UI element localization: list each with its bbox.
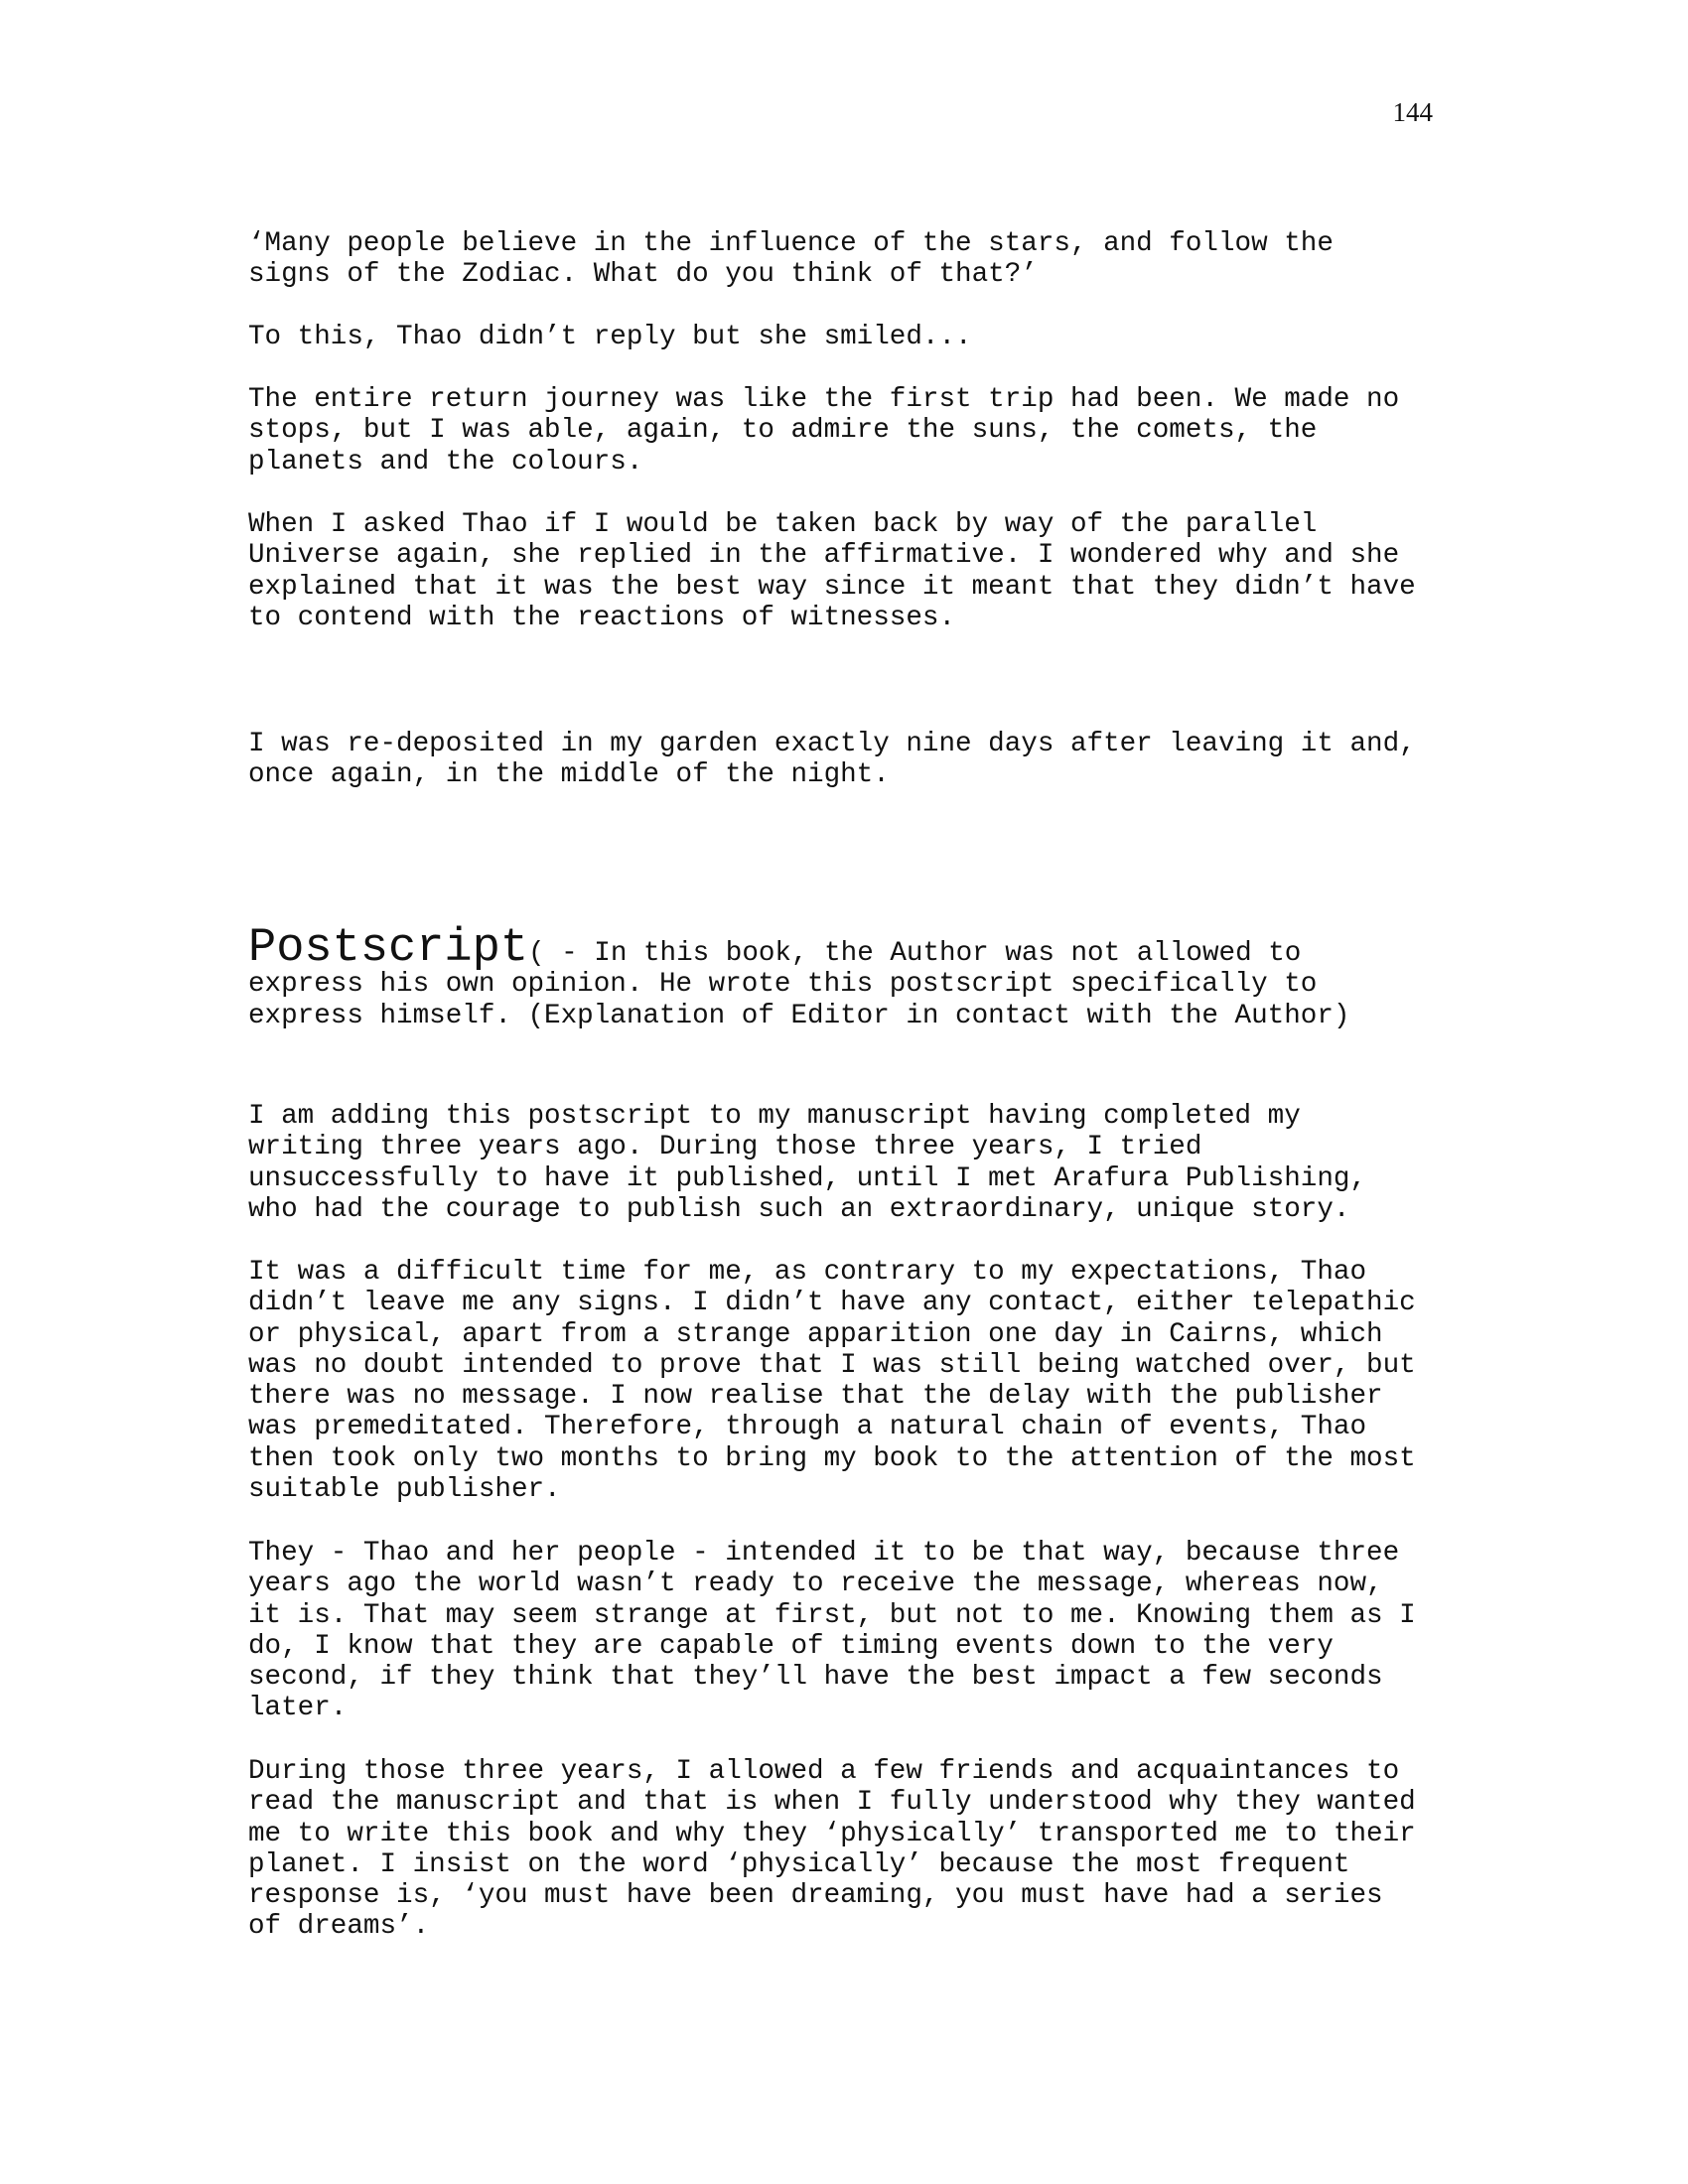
- paragraph-return-journey: [248, 384, 1470, 478]
- text-line: They - Thao and her people - intended it to be that way, because three: [248, 1538, 1400, 1569]
- text-line: suitable publisher.: [248, 1474, 561, 1506]
- text-line: years ago the world wasn’t ready to receive the message, whereas now,: [248, 1569, 1383, 1600]
- text-line: read the manuscript and that is when I fully understood why they wanted: [248, 1787, 1416, 1819]
- text-line: me to write this book and why they ‘physically’ transported me to their: [248, 1818, 1416, 1849]
- text-line: writing three years ago. During those three years, I tried: [248, 1132, 1202, 1163]
- text-line: it is. That may seem strange at first, but not to me. Knowing them as I: [248, 1599, 1416, 1631]
- postscript-first-line: [248, 922, 1470, 975]
- text-line: explained that it was the best way since it meant that they didn’t have: [248, 571, 1416, 603]
- text-line: When I asked Thao if I would be taken back by way of the parallel: [248, 509, 1318, 540]
- text-line: planet. I insist on the word ‘physically’ because the most frequent: [248, 1848, 1350, 1880]
- text-line: didn’t leave me any signs. I didn’t have any contact, either telepathic: [248, 1288, 1416, 1319]
- text-line: do, I know that they are capable of timing events down to the very: [248, 1630, 1334, 1662]
- text-line: To this, Thao didn’t reply but she smiled...: [248, 322, 972, 352]
- text-line: was premeditated. Therefore, through a natural chain of events, Thao: [248, 1412, 1367, 1443]
- paragraph-thao-intended: [248, 1538, 1470, 1724]
- postscript-note: ( - In this book, the Author was not allowed to: [528, 938, 1302, 969]
- text-line: It was a difficult time for me, as contrary to my expectations, Thao: [248, 1257, 1367, 1288]
- text-line: I was re-deposited in my garden exactly nine days after leaving it and,: [248, 729, 1416, 759]
- postscript-intro: [248, 922, 1470, 1031]
- text-line: During those three years, I allowed a few friends and acquaintances to: [248, 1756, 1400, 1787]
- text-line: express himself. (Explanation of Editor in contact with the Author): [248, 1000, 1350, 1031]
- page-number: 144: [1392, 97, 1433, 127]
- text-line: ‘Many people believe in the influence of the stars, and follow the: [248, 228, 1334, 259]
- paragraph-adding-postscript: [248, 1101, 1470, 1225]
- paragraph-difficult-time: [248, 1257, 1470, 1505]
- paragraph-three-years: [248, 1756, 1470, 1943]
- text-line: response is, ‘you must have been dreaming, you must have had a series: [248, 1880, 1383, 1912]
- text-line: Universe again, she replied in the affirmative. I wondered why and she: [248, 540, 1400, 572]
- text-line: stops, but I was able, again, to admire the suns, the comets, the: [248, 415, 1318, 447]
- paragraph-thao-smiled: [248, 322, 1470, 352]
- text-line: was no doubt intended to prove that I was still being watched over, but: [248, 1349, 1416, 1381]
- text-line: express his own opinion. He wrote this postscript specifically to: [248, 969, 1318, 1001]
- text-line: there was no message. I now realise that the delay with the publisher: [248, 1381, 1383, 1413]
- text-line: then took only two months to bring my book to the attention of the most: [248, 1442, 1416, 1474]
- text-line: signs of the Zodiac. What do you think of that?’: [248, 259, 1038, 291]
- paragraph-zodiac-question: [248, 228, 1470, 291]
- text-line: who had the courage to publish such an extraordinary, unique story.: [248, 1193, 1350, 1225]
- text-line: second, if they think that they’ll have the best impact a few seconds: [248, 1662, 1383, 1694]
- text-line: of dreams’.: [248, 1911, 430, 1943]
- text-line: once again, in the middle of the night.: [248, 759, 890, 791]
- text-line: planets and the colours.: [248, 446, 643, 478]
- text-line: I am adding this postscript to my manuscript having completed my: [248, 1101, 1301, 1132]
- postscript-heading: Postscript: [248, 922, 529, 975]
- text-line: unsuccessfully to have it published, until I met Arafura Publishing,: [248, 1162, 1367, 1194]
- text-line: The entire return journey was like the first trip had been. We made no: [248, 384, 1400, 415]
- paragraph-re-deposited: [248, 729, 1470, 791]
- text-line: or physical, apart from a strange apparition one day in Cairns, which: [248, 1318, 1383, 1350]
- text-line: later.: [248, 1693, 348, 1724]
- paragraph-parallel-universe: [248, 509, 1470, 633]
- text-line: to contend with the reactions of witnesses.: [248, 602, 956, 633]
